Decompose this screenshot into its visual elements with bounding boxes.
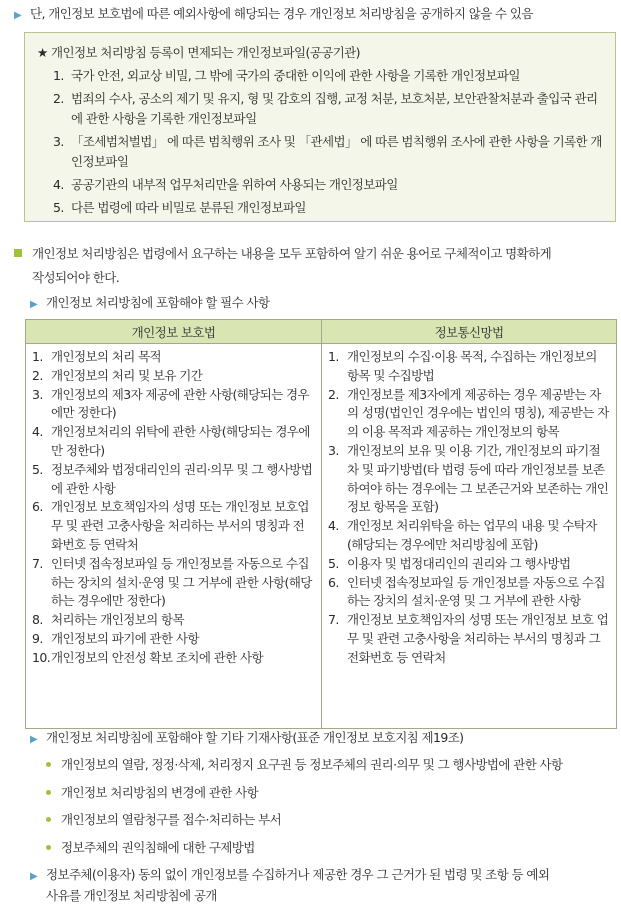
right-item-number: 1. (328, 349, 339, 364)
left-item-text: 개인정보의 파기에 관한 사항 (51, 630, 199, 646)
left-item (32, 498, 315, 554)
other-item-text: 개인정보의 열람청구를 접수·처리하는 부서 (61, 812, 282, 827)
right-item (328, 348, 610, 386)
other-item-text: 개인정보 처리방침의 변경에 관한 사항 (61, 784, 259, 800)
exemption-list (53, 66, 608, 221)
left-item-text: 개인정보의 처리 및 보유 기간 (51, 367, 203, 383)
left-item (32, 630, 315, 649)
left-item-number: 7. (32, 555, 43, 571)
main-bullet-text1: 개인정보 처리방침은 법령에서 요구하는 내용을 모두 포함하여 알기 쉬운 용어로 구체적이고 명확하게 (32, 246, 552, 261)
other-heading (30, 728, 463, 746)
final-note-text1: 정보주체(이용자) 동의 없이 개인정보를 수집하거나 제공한 경우 그 근거가 된 법령 및 조항 등 예외 (46, 867, 550, 882)
right-item (328, 574, 610, 612)
right-item-text: 개인정보의 보유 및 이용 기간, 개인정보의 파기절차 및 파기방법(타 법령 등에 따라 개인정보를 보존하여야 하는 경우에는 그 보존근거와 보존하는 개인정보 항목을 포함) (347, 442, 609, 515)
table-header-privacy-act: 개인정보 보호법 (26, 320, 322, 344)
required-heading (30, 293, 269, 311)
left-item-text: 인터넷 접속정보파일 등 개인정보를 자동으로 수집하는 장치의 설치·운영 및 그 거부에 관한 사항(해당하는 경우에만 정한다) (51, 555, 312, 609)
exemption-item (53, 175, 608, 195)
other-heading-text: 개인정보 처리방침에 포함해야 할 기타 기재사항(표준 개인정보 보호지침 제19조) (46, 730, 464, 745)
right-item-number: 6. (328, 574, 339, 590)
exemption-item (53, 66, 608, 86)
left-item (32, 367, 315, 386)
other-item-text: 정보주체의 권익침해에 대한 구제방법 (61, 839, 255, 855)
final-note-line2: 사유를 개인정보 처리방침에 공개 (46, 888, 217, 903)
triangle-right-icon: ▶ (30, 734, 38, 745)
exemption-item-text: 다른 법령에 따라 비밀로 분류된 개인정보파일 (71, 200, 306, 215)
exemption-item-number: 2. (53, 91, 64, 106)
right-item (328, 517, 610, 555)
left-item-number: 2. (32, 367, 43, 383)
main-bullet-line1 (14, 244, 551, 262)
left-item-text: 개인정보 보호책임자의 성명 또는 개인정보 보호업무 및 관련 고충사항을 처리하는 부서의 명칭과 전화번호 등 연락처 (51, 499, 309, 552)
network-act-list (328, 348, 610, 668)
required-heading-text: 개인정보 처리방침에 포함해야 할 필수 사항 (46, 295, 270, 310)
other-item (46, 810, 563, 838)
exemption-item-number: 4. (53, 177, 64, 192)
right-item-text: 개인정보의 수집·이용 목적, 수집하는 개인정보의 항목 및 수집방법 (347, 349, 597, 383)
left-item (32, 348, 315, 367)
exemption-title (37, 43, 360, 61)
left-item-text: 개인정보처리의 위탁에 관한 사항(해당되는 경우에만 정한다) (51, 424, 310, 458)
exemption-item (53, 89, 608, 129)
exemption-item-text: 「조세범처벌법」 에 따른 범칙행위 조사 및 「관세법」 에 따른 범칙행위 조사에 관한 사항을 기록한 개인정보파일 (71, 134, 602, 169)
top-note-text: 단, 개인정보 보호법에 따른 예외사항에 해당되는 경우 개인정보 처리방침을 공개하지 않을 수 있음 (30, 6, 533, 21)
final-note-line1 (30, 865, 549, 883)
right-item (328, 442, 610, 517)
left-item (32, 461, 315, 499)
right-item-text: 개인정보 처리위탁을 하는 업무의 내용 및 수탁자(해당되는 경우에만 처리방침에 포함) (347, 518, 597, 552)
triangle-right-icon: ▶ (30, 871, 38, 882)
left-item (32, 649, 315, 668)
dot-bullet-icon (46, 817, 51, 822)
other-item-text: 개인정보의 열람, 정정·삭제, 처리정지 요구권 등 정보주체의 권리·의무 및 그 행사방법에 관한 사항 (61, 757, 563, 772)
right-item-text: 인터넷 접속정보파일 등 개인정보를 자동으로 수집하는 장치의 설치·운영 및 그 거부에 관한 사항 (347, 574, 605, 609)
exemption-item-number: 1. (53, 68, 64, 83)
table-header-network-act: 정보통신망법 (322, 320, 617, 344)
exemption-item-text: 공공기관의 내부적 업무처리만을 위하여 사용되는 개인정보파일 (71, 177, 398, 192)
left-item-text: 개인정보의 안전성 확보 조치에 관한 사항 (51, 649, 263, 665)
left-item-number: 9. (32, 630, 43, 646)
left-item-number: 1. (32, 349, 43, 364)
dot-bullet-icon (46, 762, 51, 767)
right-item-number: 2. (328, 386, 339, 402)
exemption-item (53, 198, 608, 218)
exemption-item-number: 5. (53, 200, 64, 215)
main-bullet-line2: 작성되어야 한다. (32, 270, 120, 285)
left-item-text: 정보주체와 법정대리인의 권리·의무 및 그 행사방법에 관한 사항 (51, 461, 313, 496)
exemption-item (53, 132, 608, 172)
left-item (32, 423, 315, 461)
top-note (14, 4, 533, 22)
right-item-text: 개인정보를 제3자에게 제공하는 경우 제공받는 자의 성명(법인인 경우에는 법인의 명칭), 제공받는 자의 이용 목적과 제공하는 개인정보의 항목 (347, 386, 609, 440)
right-item-number: 4. (328, 518, 339, 534)
triangle-right-icon: ▶ (14, 10, 22, 21)
left-item-number: 4. (32, 424, 43, 440)
required-items-table (25, 319, 617, 729)
other-item (46, 783, 563, 811)
dot-bullet-icon (46, 790, 51, 795)
left-item (32, 555, 315, 611)
other-items-list (46, 755, 563, 865)
triangle-right-icon: ▶ (30, 299, 38, 310)
left-item-number: 5. (32, 461, 43, 477)
network-act-column (322, 344, 617, 729)
right-item-text: 개인정보 보호책임자의 성명 또는 개인정보 보호 업무 및 관련 고충사항을 처리하는 부서의 명칭과 그 전화번호 등 연락처 (347, 612, 609, 665)
left-item-text: 처리하는 개인정보의 항목 (51, 612, 184, 628)
exemption-title-text: 개인정보 처리방침 등록이 면제되는 개인정보파일(공공기관) (51, 45, 360, 60)
privacy-act-column (26, 344, 322, 729)
other-item (46, 838, 563, 866)
exemption-box (24, 32, 616, 222)
left-item (32, 386, 315, 424)
other-item (46, 755, 563, 783)
right-item (328, 386, 610, 442)
square-bullet-icon (14, 249, 22, 257)
right-item-number: 5. (328, 555, 339, 571)
exemption-item-number: 3. (53, 134, 64, 149)
dot-bullet-icon (46, 845, 51, 850)
privacy-act-list (32, 348, 315, 668)
exemption-item-text: 범죄의 수사, 공소의 제기 및 유지, 형 및 감호의 집행, 교정 처분, 보호처분, 보안관찰처분과 출입국 관리에 관한 사항을 기록한 개인정보파일 (71, 91, 598, 126)
left-item-number: 10. (32, 649, 51, 665)
right-item-text: 이용자 및 법정대리인의 권리와 그 행사방법 (347, 555, 571, 571)
right-item-number: 3. (328, 442, 339, 458)
left-item-text: 개인정보의 제3자 제공에 관한 사항(해당되는 경우에만 정한다) (51, 386, 309, 421)
left-item (32, 611, 315, 630)
left-item-number: 8. (32, 612, 43, 628)
star-icon: ★ (37, 45, 48, 60)
left-item-text: 개인정보의 처리 목적 (51, 349, 162, 364)
exemption-item-text: 국가 안전, 외교상 비밀, 그 밖에 국가의 중대한 이익에 관한 사항을 기록한 개인정보파일 (71, 68, 520, 83)
right-item (328, 555, 610, 574)
left-item-number: 3. (32, 386, 43, 402)
right-item (328, 611, 610, 667)
left-item-number: 6. (32, 499, 43, 515)
right-item-number: 7. (328, 612, 339, 628)
